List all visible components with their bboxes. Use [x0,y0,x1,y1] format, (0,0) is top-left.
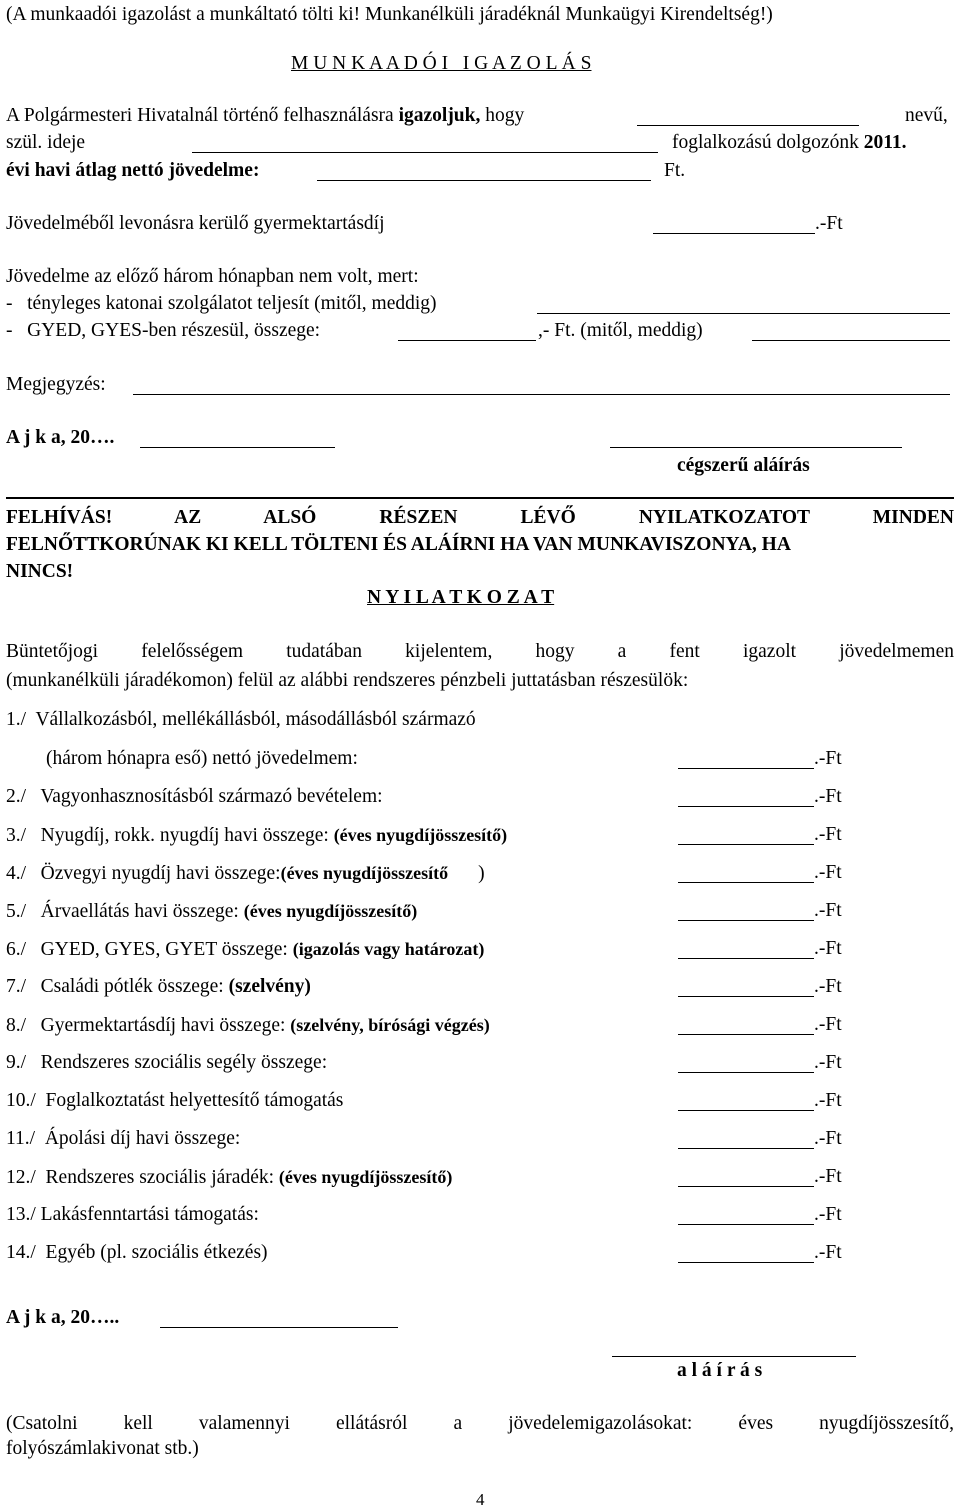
birth-date-field[interactable] [192,152,658,153]
item-6: 6./ GYED, GYES, GYET összege: (igazolás vagy határozat) [6,939,485,960]
gyed-suffix: ,- Ft. (mitől, meddig) [538,320,703,341]
amount-field-1[interactable] [678,768,814,769]
declaration-line-1: Büntetőjogi felelősségem tudatában kijelentem, hogy a fent igazolt jövedelmemen [6,641,954,662]
amount-field-3[interactable] [678,844,814,845]
occupation-text: foglalkozású dolgozónk 2011. [672,132,907,153]
item-1: 1./ Vállalkozásból, mellékállásból, másodállásból származó [6,709,476,730]
place-date-1: A j k a, 20…. [6,427,115,448]
income-label: évi havi átlag nettó jövedelme: [6,160,260,181]
company-signature-line[interactable] [610,447,902,448]
amount-field-13[interactable] [678,1224,814,1225]
amount-suffix-1: .-Ft [814,748,842,769]
gyed-amount-field[interactable] [398,340,536,341]
attachment-line-1: (Csatolni kell valamennyi ellátásról a jövedelemigazolásokat: éves nyugdíjösszesítő, [6,1413,955,1434]
notice-line-1: FELHÍVÁS! AZ ALSÓ RÉSZEN LÉVŐ NYILATKOZATOT MINDEN [6,507,955,528]
item-11: 11./ Ápolási díj havi összege: [6,1128,241,1149]
amount-field-9[interactable] [678,1072,814,1073]
signature-label: a l á í r á s [677,1360,763,1381]
attachment-line-2: folyószámlakivonat stb.) [6,1438,199,1459]
item-2: 2./ Vagyonhasznosításból származó bevételem: [6,786,383,807]
amount-suffix-9: .-Ft [814,1052,842,1073]
name-suffix: nevű, [905,105,948,126]
child-support-label: Jövedelméből levonásra kerülő gyermektartásdíj [6,213,385,234]
intro-line-1: A Polgármesteri Hivatalnál történő felhasználásra igazoljuk, hogy [6,105,525,126]
item-8: 8./ Gyermektartásdíj havi összege: (szelvény, bírósági végzés) [6,1015,490,1036]
amount-suffix-3: .-Ft [814,824,842,845]
military-field[interactable] [537,313,950,314]
note-field[interactable] [133,394,950,395]
item-4: 4./ Özvegyi nyugdíj havi összege:(éves nyugdíjösszesítő ) [6,863,485,884]
amount-field-11[interactable] [678,1148,814,1149]
no-income-heading: Jövedelme az előző három hónapban nem volt, mert: [6,266,419,287]
amount-suffix-8: .-Ft [814,1014,842,1035]
date-field-2[interactable] [160,1327,398,1328]
declaration-title: N Y I L A T K O Z A T [367,587,555,608]
income-currency: Ft. [664,160,686,181]
item-12: 12./ Rendszeres szociális járadék: (éves nyugdíjösszesítő) [6,1167,453,1188]
form-title: M U N K A A D Ó I I G A Z O L Á S [291,53,592,74]
amount-suffix-4: .-Ft [814,862,842,883]
birth-label: szül. ideje [6,132,86,153]
company-signature-label: cégszerű aláírás [677,455,810,476]
amount-suffix-10: .-Ft [814,1090,842,1111]
signature-line[interactable] [612,1356,856,1357]
note-label: Megjegyzés: [6,374,106,395]
amount-field-7[interactable] [678,996,814,997]
amount-suffix-13: .-Ft [814,1204,842,1225]
amount-field-8[interactable] [678,1034,814,1035]
item-14: 14./ Egyéb (pl. szociális étkezés) [6,1242,268,1263]
declaration-line-2: (munkanélküli járadékomon) felül az alábbi rendszeres pénzbeli juttatásban részesülök: [6,670,689,691]
item-1-detail: (három hónapra eső) nettó jövedelmem: [46,748,358,769]
name-field[interactable] [637,125,859,126]
gyed-label: - GYED, GYES-ben részesül, összege: [6,320,321,341]
item-3: 3./ Nyugdíj, rokk. nyugdíj havi összege: (éves nyugdíjösszesítő) [6,825,508,846]
amount-suffix-6: .-Ft [814,938,842,959]
item-7: 7./ Családi pótlék összege: (szelvény) [6,976,311,997]
amount-field-4[interactable] [678,882,814,883]
gyed-period-field[interactable] [752,340,950,341]
amount-field-10[interactable] [678,1110,814,1111]
amount-field-2[interactable] [678,806,814,807]
item-5: 5./ Árvaellátás havi összege: (éves nyugdíjösszesítő) [6,901,418,922]
child-support-field[interactable] [653,233,815,234]
notice-line-2: FELNŐTTKORÚNAK KI KELL TÖLTENI ÉS ALÁÍRNI HA VAN MUNKAVISZONYA, HA [6,534,791,555]
amount-suffix-5: .-Ft [814,900,842,921]
date-field-1[interactable] [140,447,335,448]
amount-suffix-2: .-Ft [814,786,842,807]
place-date-2: A j k a, 20….. [6,1307,120,1328]
amount-field-6[interactable] [678,958,814,959]
separator [6,497,954,499]
amount-field-5[interactable] [678,920,814,921]
amount-suffix-7: .-Ft [814,976,842,997]
notice-line-3: NINCS! [6,561,74,582]
amount-suffix-14: .-Ft [814,1242,842,1263]
header-note: (A munkaadói igazolást a munkáltató tölti ki! Munkanélküli járadéknál Munkaügyi Kirendeltség!) [6,4,773,25]
item-13: 13./ Lakásfenntartási támogatás: [6,1204,259,1225]
item-10: 10./ Foglalkoztatást helyettesítő támogatás [6,1090,344,1111]
income-field[interactable] [317,180,651,181]
amount-field-14[interactable] [678,1262,814,1263]
amount-suffix-11: .-Ft [814,1128,842,1149]
amount-field-12[interactable] [678,1186,814,1187]
child-support-suffix: .-Ft [815,213,843,234]
military-label: - tényleges katonai szolgálatot teljesít (mitől, meddig) [6,293,437,314]
amount-suffix-12: .-Ft [814,1166,842,1187]
page-number: 4 [476,1490,485,1509]
item-9: 9./ Rendszeres szociális segély összege: [6,1052,328,1073]
